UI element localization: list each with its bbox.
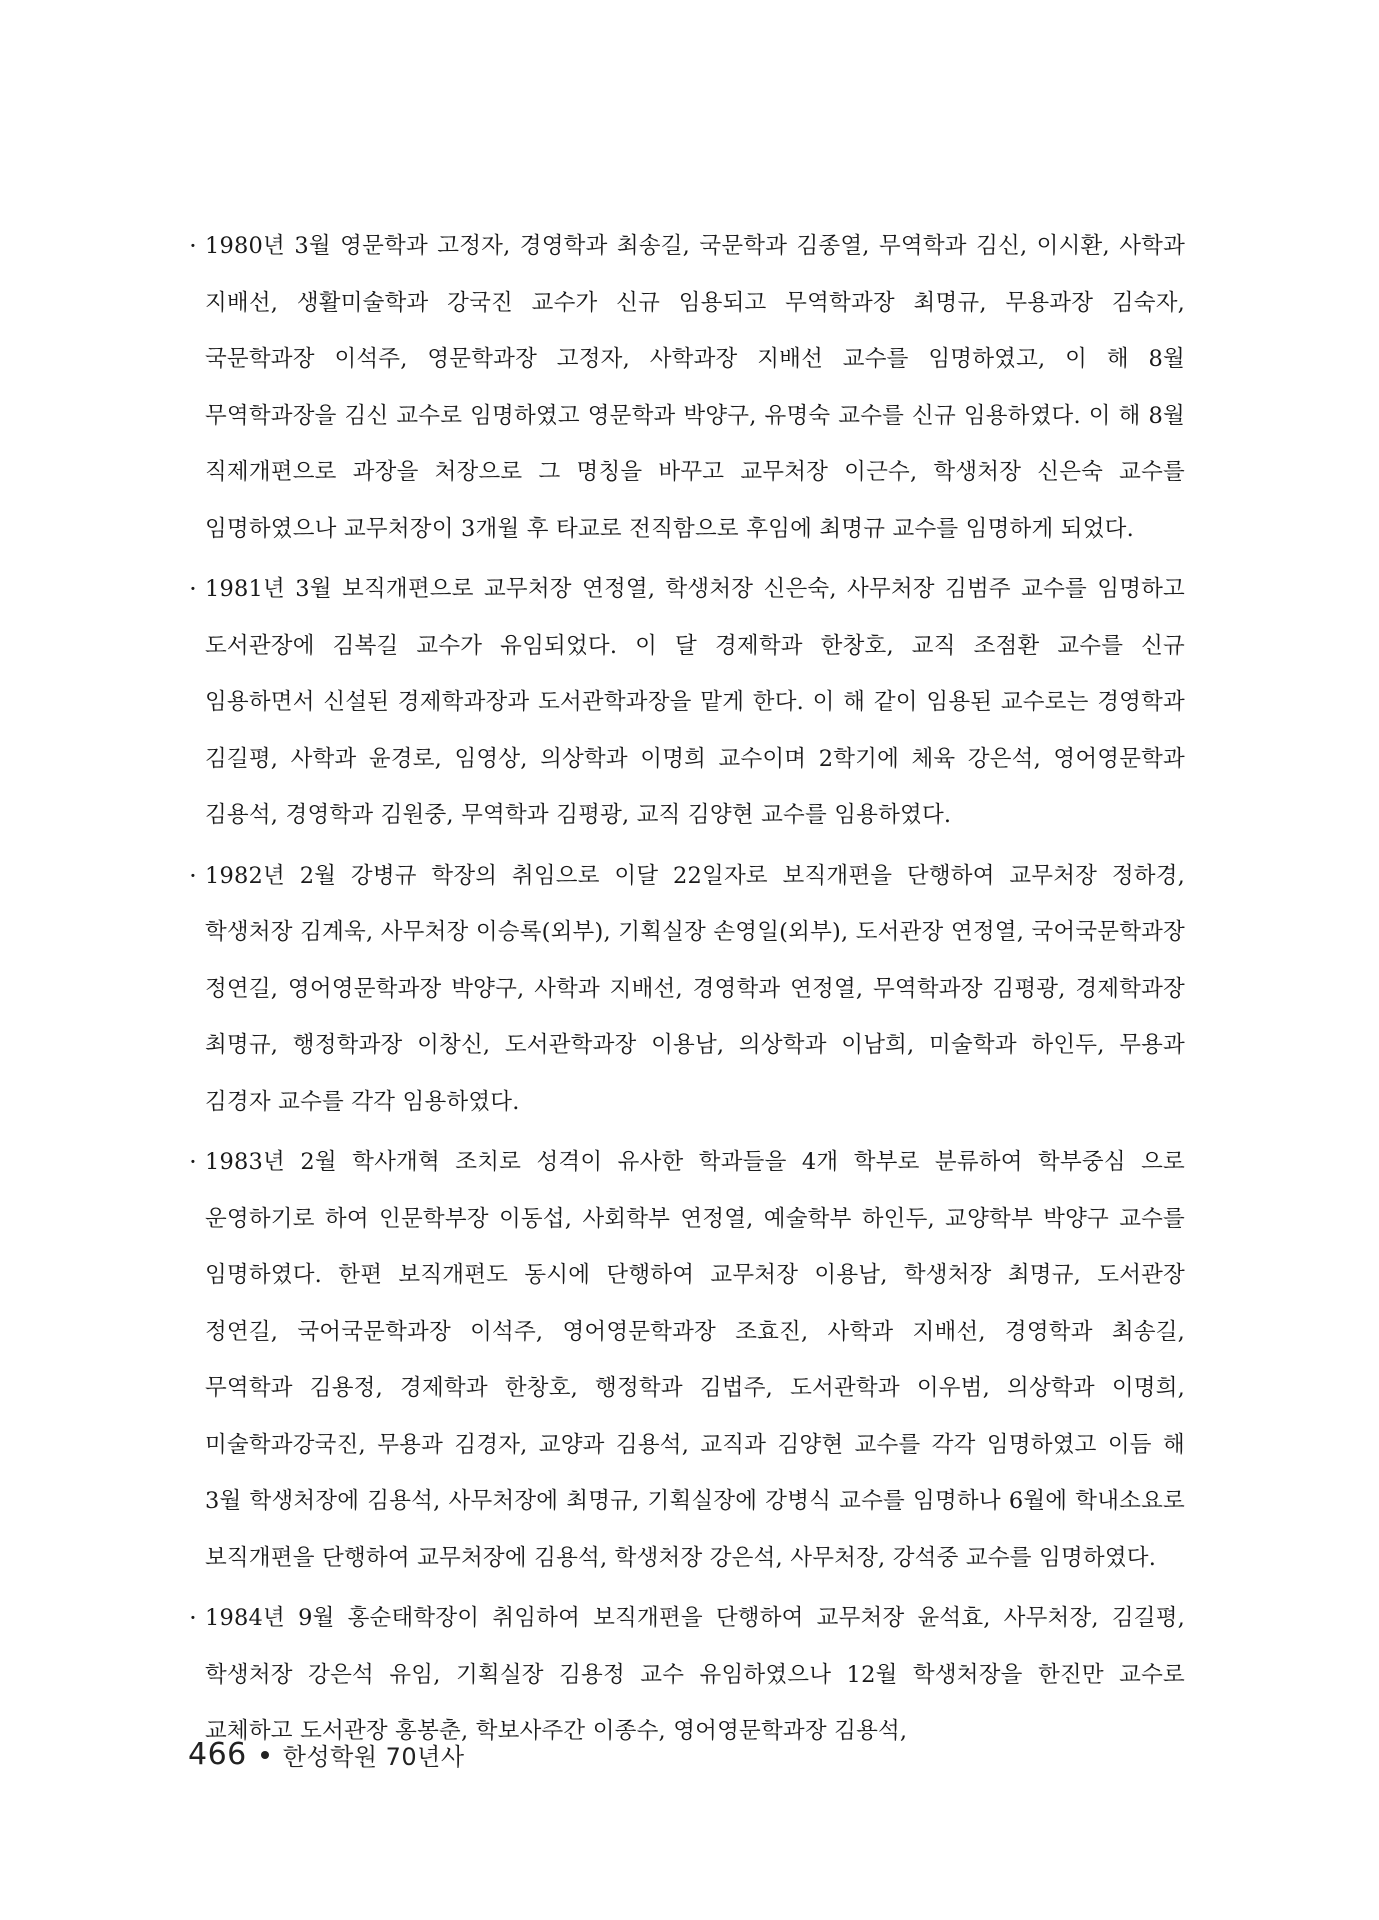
bullet-mark: · <box>189 575 197 603</box>
book-title: 한성학원 70년사 <box>282 1743 465 1771</box>
bullet-mark: · <box>189 1604 197 1632</box>
bullet-dot-icon <box>261 1751 269 1759</box>
bullet-mark: · <box>189 232 197 260</box>
bullet-mark: · <box>189 861 197 890</box>
list-item-text: 1982년 2월 강병규 학장의 취임으로 이달 22일자로 보직개편을 단행하여 교무처장 정하경, 학생처장 김계욱, 사무처장 이승록(외부), 기획실장 손영일(외부), 도서관장 연정열, 국어국문학과장 정연길, 영어영문학과장 박양구, 사학과 지배선, 경영학과 연정열, 무역학과장 김평광, 경제학과장 최명규, 행정학과장 이창신, 도서관학과장 이용남, 의상학과 이남희, 미술학과 하인두, 무용과 김경자 교수를 각각 임용하였다. <box>205 862 1185 1115</box>
page-footer <box>188 1737 465 1772</box>
page-number: 466 <box>188 1737 247 1772</box>
bullet-mark: · <box>189 1148 197 1176</box>
list-item-text: 1981년 3월 보직개편으로 교무처장 연정열, 학생처장 신은숙, 사무처장 김범주 교수를 임명하고 도서관장에 김복길 교수가 유임되었다. 이 달 경제학과 한창호, 교직 조점환 교수를 신규 임용하면서 신설된 경제학과장과 도서관학과장을 맡게 한다. 이 해 같이 임용된 교수로는 경영학과 김길평, 사학과 윤경로, 임영상, 의상학과 이명희 교수이며 2학기에 체육 강은석, 영어영문학과 김용석, 경영학과 김원중, 무역학과 김평광, 교직 김양현 교수를 임용하였다. <box>205 576 1185 828</box>
list-item-text: 1984년 9월 홍순태학장이 취임하여 보직개편을 단행하여 교무처장 윤석효, 사무처장, 김길평, 학생처장 강은석 유임, 기획실장 김용정 교수 유임하였으나 12월 학생처장을 한진만 교수로 교체하고 도서관장 홍봉춘, 학보사주간 이종수, 영어영문학과장 김용석, <box>205 1605 1185 1744</box>
list-item <box>189 218 1185 557</box>
list-item <box>189 848 1185 1131</box>
body-text <box>189 218 1185 1764</box>
list-item-text: 1980년 3월 영문학과 고정자, 경영학과 최송길, 국문학과 김종열, 무역학과 김신, 이시환, 사학과 지배선, 생활미술학과 강국진 교수가 신규 임용되고 무역학과장 최명규, 무용과장 김숙자, 국문학과장 이석주, 영문학과장 고정자, 사학과장 지배선 교수를 임명하였고, 이 해 8월 무역학과장을 김신 교수로 임명하였고 영문학과 박양구, 유명숙 교수를 신규 임용하였다. 이 해 8월 직제개편으로 과장을 처장으로 그 명칭을 바꾸고 교무처장 이근수, 학생처장 신은숙 교수를 임명하였으나 교무처장이 3개월 후 타교로 전직함으로 후임에 최명규 교수를 임명하게 되었다. <box>205 233 1185 542</box>
list-item <box>189 561 1185 844</box>
list-item <box>189 1134 1185 1586</box>
list-item-text: 1983년 2월 학사개혁 조치로 성격이 유사한 학과들을 4개 학부로 분류하여 학부중심 으로 운영하기로 하여 인문학부장 이동섭, 사회학부 연정열, 예술학부 하인두, 교양학부 박양구 교수를 임명하였다. 한편 보직개편도 동시에 단행하여 교무처장 이용남, 학생처장 최명규, 도서관장 정연길, 국어국문학과장 이석주, 영어영문학과장 조효진, 사학과 지배선, 경영학과 최송길, 무역학과 김용정, 경제학과 한창호, 행정학과 김법주, 도서관학과 이우범, 의상학과 이명희, 미술학과강국진, 무용과 김경자, 교양과 김용석, 교직과 김양현 교수를 각각 임명하였고 이듬 해 3월 학생처장에 김용석, 사무처장에 최명규, 기획실장에 강병식 교수를 임명하나 6월에 학내소요로 보직개편을 단행하여 교무처장에 김용석, 학생처장 강은석, 사무처장, 강석중 교수를 임명하였다. <box>205 1149 1185 1571</box>
